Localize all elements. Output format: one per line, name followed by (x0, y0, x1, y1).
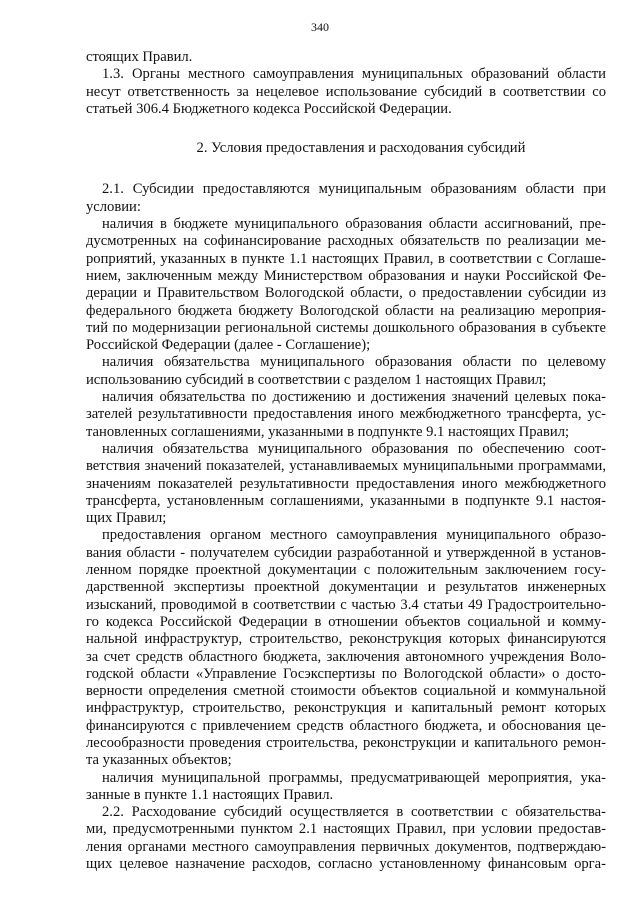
text-line: Российской Федерации (далее - Соглашение); (86, 337, 371, 354)
text-line: дерации и Правительством Вологодской области, о предоставлении субсидии из (86, 285, 606, 302)
document-body (86, 49, 606, 873)
text-line: ми, предусмотренными пунктом 2.1 настоящих Правил, при условии предостав- (86, 821, 606, 838)
text-line: роприятий, указанных в пункте 1.1 настоящих Правил, в соответствии с Соглаше- (86, 250, 606, 267)
text-line: за счет средств областного бюджета, заключения автономного учреждения Воло- (86, 648, 606, 665)
text-line: наличия муниципальной программы, предусматривающей мероприятия, ука- (102, 769, 606, 786)
text-line: финансируются с привлечением средств областного бюджета, и обоснования це- (86, 717, 606, 734)
text-line: значениям показателей результативности предоставления иного межбюджетного (86, 475, 606, 492)
text-line: статьей 306.4 Бюджетного кодекса Российской Федерации. (86, 100, 452, 117)
text-line: изысканий, проводимой в соответствии с частью 3.4 статьи 49 Градостроительно- (86, 596, 606, 613)
text-line: 2.1. Субсидии предоставляются муниципальным образованиям области при (102, 181, 606, 198)
text-line: тановленных соглашениями, указанными в подпункте 9.1 настоящих Правил; (86, 423, 570, 440)
text-line: занные в пункте 1.1 настоящих Правил. (86, 786, 334, 803)
text-line: использованию субсидий в соответствии с разделом 1 настоящих Правил; (86, 371, 547, 388)
text-line: лесообразности проведения строительства, реконструкции и капитального ремон- (86, 734, 606, 751)
text-line: инфраструктур, строительство, реконструкция и капитальный ремонт которых (86, 700, 606, 717)
text-line: наличия обязательства по достижению и достижения значений целевых пока- (102, 389, 606, 406)
text-line: предоставления органом местного самоуправления муниципального образо- (102, 527, 606, 544)
text-line: го кодекса Российской Федерации в отношении объектов социальной и комму- (86, 613, 606, 630)
page-number: 340 (311, 20, 329, 34)
text-line: наличия в бюджете муниципального образования области ассигнований, пре- (102, 216, 606, 233)
text-line: ветствия значений показателей, устанавливаемых муниципальными программами, (86, 458, 606, 475)
text-line: тий по модернизации региональной системы дошкольного образования в субъекте (86, 319, 606, 336)
text-line: федерального бюджета бюджету Вологодской области на реализацию мероприя- (86, 302, 606, 319)
text-line: щих Правил; (86, 510, 167, 527)
text-line: 2.2. Расходование субсидий осуществляется в соответствии с обязательства- (102, 804, 606, 821)
text-line: условии: (86, 198, 141, 215)
text-line: нием, заключенным между Министерством образования и науки Российской Фе- (86, 267, 606, 284)
text-line: трансферта, установленным соглашениями, указанными в подпункте 9.1 настоя- (86, 492, 606, 509)
text-line: наличия обязательства муниципального образования по обеспечению соот- (102, 440, 606, 457)
text-line: стоящих Правил. (86, 49, 193, 65)
text-line: дусмотренных на софинансирование расходных обязательств по реализации ме- (86, 233, 606, 250)
text-line: вания области - получателем субсидии разработанной и утвержденной в установ- (86, 544, 606, 561)
section-2-body (86, 181, 606, 873)
text-line: несут ответственность за нецелевое использование субсидий в соответствии со (86, 83, 606, 100)
text-line: верности определения сметной стоимости объектов социальной и коммунальной (86, 683, 606, 700)
text-line: 1.3. Органы местного самоуправления муниципальных образований области (102, 66, 606, 83)
text-line: ления органами местного самоуправления первичных документов, подтверждаю- (86, 838, 606, 855)
text-line: та указанных объектов; (86, 752, 232, 769)
section-heading: 2. Условия предоставления и расходования субсидий (196, 140, 526, 157)
text-line: наличия обязательства муниципального образования области по целевому (102, 354, 606, 371)
text-line: ленном порядке проектной документации с положительным заключением госу- (86, 562, 606, 579)
text-line: щих целевое назначение расходов, согласно установленному финансовым орга- (86, 856, 606, 873)
clause-1-3-block (86, 49, 606, 118)
text-line: нальной инфраструктур, строительство, реконструкция которых финансируются (86, 631, 606, 648)
text-line: дарственной экспертизы проектной документации и результатов инженерных (86, 579, 606, 596)
text-line: годской области «Управление Госэкспертизы по Вологодской области» о досто- (86, 665, 606, 682)
text-line: зателей результативности предоставления иного межбюджетного трансферта, ус- (86, 406, 606, 423)
